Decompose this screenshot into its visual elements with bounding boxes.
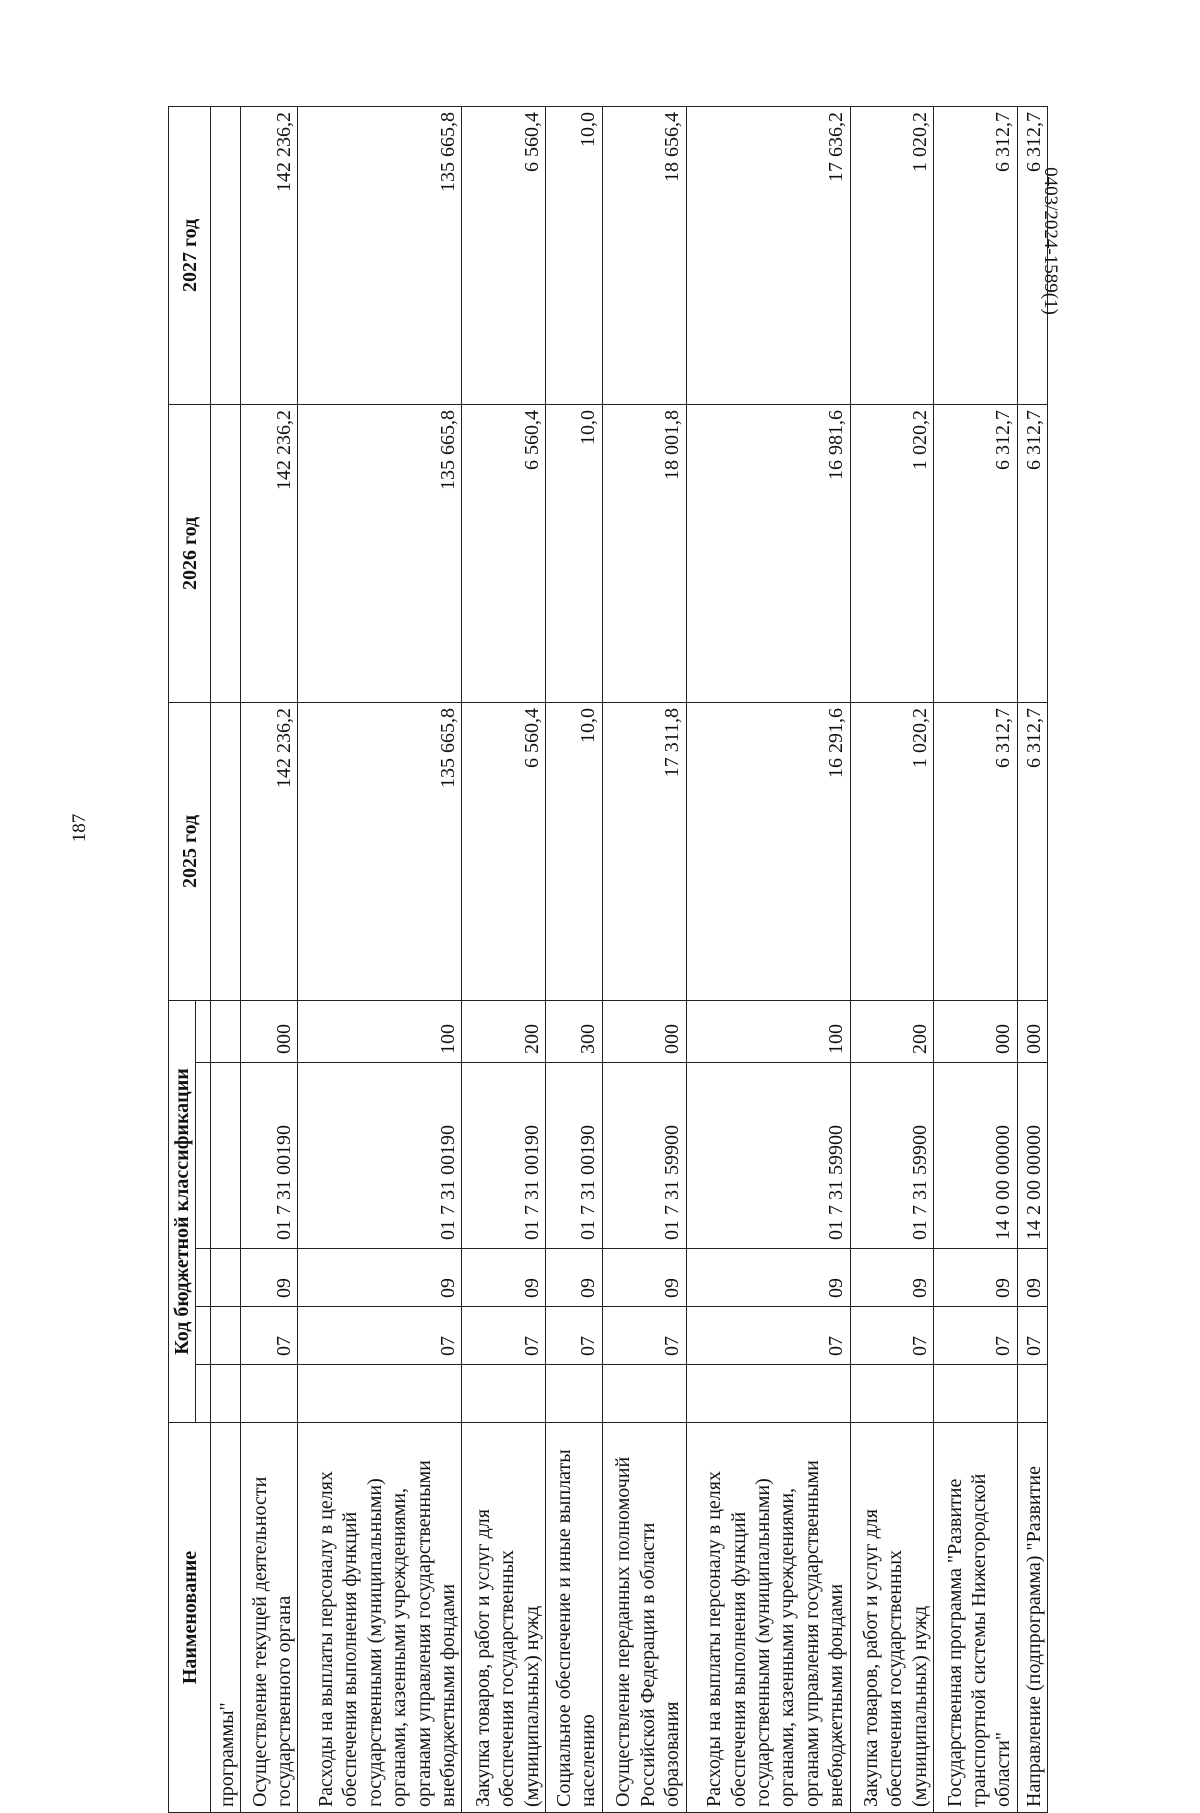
header-name: Наименование	[169, 1423, 211, 1813]
row-type: 100	[298, 1000, 462, 1062]
row-section: 07	[462, 1307, 546, 1365]
table-row	[1017, 106, 1047, 1812]
row-blank	[211, 1365, 241, 1423]
row-2026: 135 665,8	[298, 404, 462, 702]
row-target: 01 7 31 00190	[298, 1063, 462, 1249]
header-code-section	[196, 1307, 211, 1365]
row-type: 300	[546, 1000, 603, 1062]
row-2027: 6 312,7	[934, 106, 1018, 404]
row-section: 07	[298, 1307, 462, 1365]
row-type: 100	[686, 1000, 850, 1062]
row-blank	[934, 1365, 1018, 1423]
row-subsection	[211, 1249, 241, 1307]
header-2027: 2027 год	[169, 106, 211, 404]
row-2027: 6 560,4	[462, 106, 546, 404]
row-section	[211, 1307, 241, 1365]
row-name: Закупка товаров, работ и услуг для обеспечения государственных (муниципальных) нужд	[850, 1423, 934, 1813]
row-subsection: 09	[241, 1249, 298, 1307]
row-target: 01 7 31 00190	[462, 1063, 546, 1249]
row-type: 000	[934, 1000, 1018, 1062]
row-2025: 6 312,7	[934, 702, 1018, 1000]
rotated-table-wrapper	[168, 107, 1048, 1813]
row-blank	[686, 1365, 850, 1423]
row-subsection: 09	[298, 1249, 462, 1307]
header-2025: 2025 год	[169, 702, 211, 1000]
row-name: Расходы на выплаты персоналу в целях обеспечения выполнения функций государственными (муниципальными) органами, казенными учреждениями, органами управления государственными внебюджетными фондами	[686, 1423, 850, 1813]
row-type: 000	[602, 1000, 686, 1062]
row-type	[211, 1000, 241, 1062]
document-code: 0403/2024-1589(1)	[1040, 167, 1061, 315]
row-name: Расходы на выплаты персоналу в целях обеспечения выполнения функций государственными (муниципальными) органами, казенными учреждениями, органами управления государственными внебюджетными фондами	[298, 1423, 462, 1813]
row-2025: 17 311,8	[602, 702, 686, 1000]
row-blank	[241, 1365, 298, 1423]
row-target: 14 0 00 00000	[934, 1063, 1018, 1249]
row-blank	[462, 1365, 546, 1423]
row-type: 200	[462, 1000, 546, 1062]
budget-table	[168, 106, 1048, 1813]
row-blank	[602, 1365, 686, 1423]
row-name: Осуществление текущей деятельности государственного органа	[241, 1423, 298, 1813]
table-row	[934, 106, 1018, 1812]
row-2026: 142 236,2	[241, 404, 298, 702]
row-section: 07	[546, 1307, 603, 1365]
row-target: 01 7 31 00190	[546, 1063, 603, 1249]
row-section: 07	[602, 1307, 686, 1365]
row-section: 07	[241, 1307, 298, 1365]
header-code-target	[196, 1063, 211, 1249]
row-subsection: 09	[546, 1249, 603, 1307]
row-2027: 6 312,7	[1017, 106, 1047, 404]
row-2025: 135 665,8	[298, 702, 462, 1000]
row-name: Направление (подпрограмма) "Развитие	[1017, 1423, 1047, 1813]
header-code-subsection	[196, 1249, 211, 1307]
row-section: 07	[1017, 1307, 1047, 1365]
row-section: 07	[850, 1307, 934, 1365]
row-2027: 17 636,2	[686, 106, 850, 404]
row-section: 07	[686, 1307, 850, 1365]
table-row	[462, 106, 546, 1812]
row-blank	[1017, 1365, 1047, 1423]
header-2026: 2026 год	[169, 404, 211, 702]
row-2026: 6 560,4	[462, 404, 546, 702]
row-target: 01 7 31 59900	[686, 1063, 850, 1249]
row-2027: 142 236,2	[241, 106, 298, 404]
table-row	[211, 106, 241, 1812]
row-subsection: 09	[1017, 1249, 1047, 1307]
row-name: Закупка товаров, работ и услуг для обеспечения государственных (муниципальных) нужд	[462, 1423, 546, 1813]
row-2026: 18 001,8	[602, 404, 686, 702]
row-name: Осуществление переданных полномочий Российской Федерации в области образования	[602, 1423, 686, 1813]
row-2026: 6 312,7	[1017, 404, 1047, 702]
row-2025	[211, 702, 241, 1000]
row-2027	[211, 106, 241, 404]
row-2026: 6 312,7	[934, 404, 1018, 702]
row-2026: 1 020,2	[850, 404, 934, 702]
row-2027: 18 656,4	[602, 106, 686, 404]
row-2027: 1 020,2	[850, 106, 934, 404]
row-type: 200	[850, 1000, 934, 1062]
row-blank	[298, 1365, 462, 1423]
row-type: 000	[1017, 1000, 1047, 1062]
row-2025: 6 560,4	[462, 702, 546, 1000]
header-code-blank	[196, 1365, 211, 1423]
row-name: Государственная программа "Развитие транспортной системы Нижегородской области"	[934, 1423, 1018, 1813]
row-target: 01 7 31 59900	[850, 1063, 934, 1249]
row-subsection: 09	[934, 1249, 1018, 1307]
row-subsection: 09	[602, 1249, 686, 1307]
table-row	[602, 106, 686, 1812]
row-target: 14 2 00 00000	[1017, 1063, 1047, 1249]
page-number: 187	[69, 813, 90, 843]
table-row	[298, 106, 462, 1812]
header-code-group: Код бюджетной классификации	[169, 1000, 196, 1422]
row-name: Социальное обеспечение и иные выплаты населению	[546, 1423, 603, 1813]
row-2026: 10,0	[546, 404, 603, 702]
row-2025: 142 236,2	[241, 702, 298, 1000]
row-section: 07	[934, 1307, 1018, 1365]
row-target	[211, 1063, 241, 1249]
row-2027: 135 665,8	[298, 106, 462, 404]
row-target: 01 7 31 59900	[602, 1063, 686, 1249]
table-row	[686, 106, 850, 1812]
row-name: программы"	[211, 1423, 241, 1813]
row-subsection: 09	[686, 1249, 850, 1307]
table-row	[241, 106, 298, 1812]
header-code-type	[196, 1000, 211, 1062]
row-2027: 10,0	[546, 106, 603, 404]
row-2026	[211, 404, 241, 702]
row-2025: 6 312,7	[1017, 702, 1047, 1000]
row-blank	[850, 1365, 934, 1423]
table-row	[850, 106, 934, 1812]
row-2025: 10,0	[546, 702, 603, 1000]
row-subsection: 09	[850, 1249, 934, 1307]
row-2025: 16 291,6	[686, 702, 850, 1000]
row-type: 000	[241, 1000, 298, 1062]
row-2025: 1 020,2	[850, 702, 934, 1000]
row-subsection: 09	[462, 1249, 546, 1307]
row-target: 01 7 31 00190	[241, 1063, 298, 1249]
row-blank	[546, 1365, 603, 1423]
row-2026: 16 981,6	[686, 404, 850, 702]
table-row	[546, 106, 603, 1812]
